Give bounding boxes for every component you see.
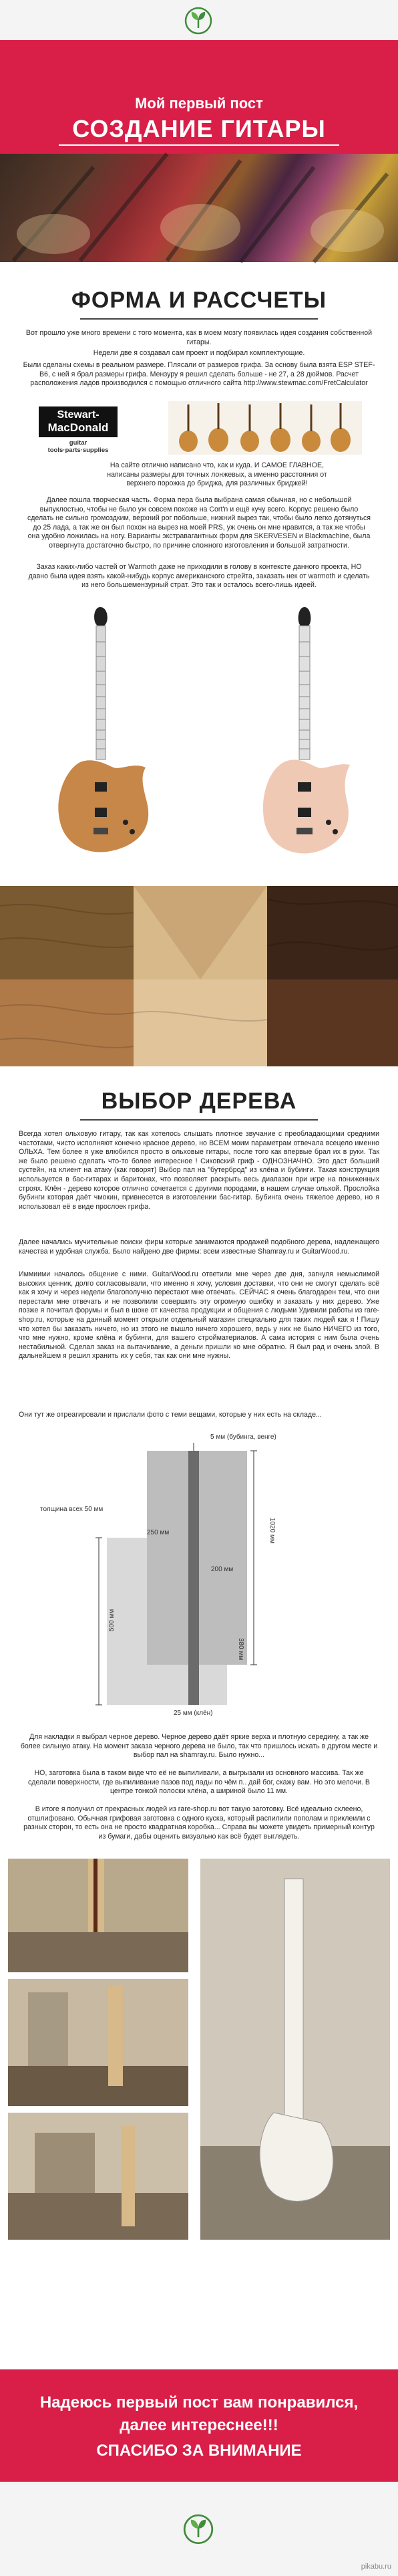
- watermark: pikabu.ru: [361, 2563, 391, 2571]
- stewmac-logo-line2: MacDonald: [47, 421, 109, 434]
- section-title-shape: ФОРМА И РАССЧЕТЫ: [71, 287, 327, 313]
- guitars-photo: [0, 154, 398, 262]
- room-photo-2: [8, 2113, 188, 2240]
- diagram-label: 200 мм: [211, 1566, 234, 1573]
- section-rule: [80, 1119, 318, 1121]
- diagram-label: толщина всех 50 мм: [40, 1506, 104, 1513]
- banner-title: СОЗДАНИЕ ГИТАРЫ: [72, 115, 326, 142]
- diagram-label: 250 мм: [147, 1529, 170, 1536]
- paragraph: На сайте отлично написано что, как и куда. И САМОЕ ГЛАВНОЕ, написаны размеры для точных лонжевых, а именно расстояния от верхнего порожка до бриджа, для различных бриджей!: [107, 461, 327, 488]
- paragraph: Они тут же отреагировали и прислали фото с теми вещами, которые у них есть на складе...: [19, 1411, 322, 1419]
- room-photo: [8, 1979, 188, 2106]
- footer-line-3: СПАСИБО ЗА ВНИМАНИЕ: [96, 2442, 302, 2460]
- diagram-label: 25 мм (клён): [174, 1710, 213, 1717]
- paragraph: Далее пошла творческая часть. Форма пера была выбрана самая обычная, но с небольшой выпуклостью, чтобы не было уж совсем похоже на Cort'n и ещё кучу всего. Корпус решено было сделать не сильно громоздким, верхний рог побольше, нижний вырез так, чтобы было легко дотянуться до 25 лада, а так же он был похож на вырез на моей PRS, уж очень он мне нравится, а так же чтобы она удобно ложилась на ногу. Варианты экстравагантных форм для SKERVESEN и Blackmachine, была отвергнута достаточно быстро, по причине сложного изготовления и большой затратности.: [27, 496, 371, 550]
- paper-contour-graphic: [200, 1859, 390, 2240]
- room-graphic-2: [8, 2113, 188, 2240]
- bottom-bar: [0, 2482, 398, 2576]
- guitar-drawing-brown: [40, 602, 167, 869]
- header-bar: [0, 0, 398, 40]
- stewmac-logo-line1: Stewart-: [57, 409, 100, 421]
- stewmac-guitars-photo: [168, 401, 362, 455]
- neck-blank-diagram: [40, 1431, 321, 1725]
- paper-contour-photo: [200, 1859, 390, 2240]
- paragraph: Недели две я создавал сам проект и подбирал комплектующие.: [93, 349, 305, 357]
- diagram-label: 5 мм (бубинга, венге): [210, 1433, 276, 1441]
- neck-blank-graphic: [8, 1859, 188, 1972]
- diagram-label: 500 мм: [108, 1609, 116, 1631]
- banner-divider: [59, 144, 339, 146]
- paragraph: Заказ каких-либо частей от Warmoth даже не приходили в голову в контексте данного проекта, НО давно была идея взять какой-нибудь корпус американского стрейта, заказать нек от warmoth и сделать из него большемензурный страт. Это так и осталось всего-лишь идеей.: [28, 563, 370, 590]
- footer-line-1: Надеюсь первый пост вам понравился,: [39, 2393, 359, 2412]
- footer-banner: [0, 2369, 398, 2482]
- stewmac-guitars-graphic: [168, 401, 362, 455]
- diagram-label: 1020 мм: [268, 1518, 276, 1544]
- wood-samples-graphic: [0, 886, 398, 1066]
- guitars-graphic: [0, 154, 398, 262]
- paragraph: Вот прошло уже много времени с того момента, как в моем мозгу появилась идея создания собственной гитары.: [25, 329, 373, 346]
- neck-blank-photo: [8, 1859, 188, 1972]
- room-graphic: [8, 1979, 188, 2106]
- diagram-label: 380 мм: [237, 1638, 244, 1661]
- stewmac-tagline: guitar tools·parts·supplies: [47, 439, 109, 454]
- stewmac-logo: [39, 406, 118, 454]
- paragraph: Для накладки я выбрал черное дерево. Черное дерево даёт яркие верха и плотную середину, а так же более сильную атаку. На момент заказа черного дерева не было, так что пришлось искать в другом месте и выбор пал на shamray.ru. Было нужно...: [20, 1733, 378, 1760]
- paragraph: НО, заготовка была в таком виде что её не выпиливали, а выгрызали из основного массива. Так же сделали поверхности, где выпиливание пазов под лады по чём п.. дай бог, скажу вам. Но это мелочи. В центре тонкой полоски клёна, а шириной было 11 мм.: [28, 1769, 370, 1796]
- wood-samples-photo: [0, 886, 398, 1066]
- leaf-logo-icon: [184, 7, 212, 35]
- banner-subtitle: Мой первый пост: [135, 95, 263, 112]
- section-title-wood: ВЫБОР ДЕРЕВА: [101, 1088, 297, 1114]
- footer-line-2: далее интереснее!!!: [120, 2416, 278, 2434]
- paragraph: В итоге я получил от прекрасных людей из rare-shop.ru вот такую заготовку. Всё идеально склеено, отшлифовано. Обычная грифовая заготовка с одного куска, который распилили пополам и приклеили с разных сторон, то есть она не просто квадратная коробка... Справа вы можете увидеть примерный контур из бумаги, дабы оценить визуально как всё будет выглядеть.: [23, 1805, 375, 1841]
- guitar-drawing-light: [240, 602, 367, 869]
- paragraph: Далее начались мучительные поиски фирм которые занимаются продажей подобного дерева, надлежащего качества и удобная служба. Было найдено две фирмы: всем известные Shamray.ru и GuitarWood.ru.: [19, 1238, 379, 1256]
- leaf-logo-icon: [183, 2514, 214, 2545]
- paragraph: Были сделаны схемы в реальном размере. Плясали от размеров грифа. За основу была взята ESP STEF-B6, с ней я брал размеры грифа. Мензуру я решил сделать больше - не 27, а 28 дюймов. Расчет расположения ладов производился с помощью отличного сайта http://www.stewmac.com/FretCalculator: [23, 361, 375, 388]
- title-banner: [0, 40, 398, 154]
- paragraph: Всегда хотел ольховую гитару, так как хотелось слышать плотное звучание с преобладающими средними частотами, чисто исполняют конечно красное дерево, но ВСЕМ моим параметрам отвечала всецело именно ОЛЬХА. Тем более я уже влюбился просто в ольховые гитары, после того как впервые брал их в руки. Так же было решено сделать что-то более интересное ! Сиковский гриф - ОДНОЗНАЧНО. Это даст больший сустейн, на клиент на атаку (как говорят) Выбор пал на "бутерброд" из клёна и бубинги. Такая конструкция используется в бас-гитарах и баритонах, что позволяет раскрыть весь диапазон при игре на пониженных строях. Клён - дерево которое отлично сочетается с другими породами, в нашем случае ольхой. Прослойка бубинги которая даёт чмокин, привнесется в изготовлении бас-гитар. Бубинга очень тяжелое дерево, но я использовал её в виде прослоек грифа.: [19, 1130, 379, 1211]
- paragraph: Иммиими началось общение с ними. GuitarWood.ru ответили мне через две дня, загнуля немыслимой высоких ценник, долго согласовывали, что именно я хочу, условия доставки, что они не смогут сделать всё как я хочу и через недели благополучно перестают мне отвечать. СЕЙЧАС я очень благодарен тем, что они перестали мне отвечать и не позволили совершить эту огромную ошибку и заказать у них дерево. Уже позже я почитал форумы и был в шоке от качества продукции и общения с людьми Удивили работы из rare-shop.ru, которые на данный момент открыли отдельный магазин специально для таких людей как я ! Пишу что хотел бы заказать ничего, но из этого не вышло ничего хорошего, ведь у них не было НИЧЕГО из того, что мне нужно, кроме клёна и бубинги, для вашего стройматериалов. А сама история с ним была очень нестабильной. Сделал заказ на вытачивание, а деньги пришли ко мне обратно. Я был рад и очень злой. В дальнейшем я решил хранить их у себя, так как они мне нужны.: [19, 1270, 379, 1361]
- section-rule: [80, 318, 318, 320]
